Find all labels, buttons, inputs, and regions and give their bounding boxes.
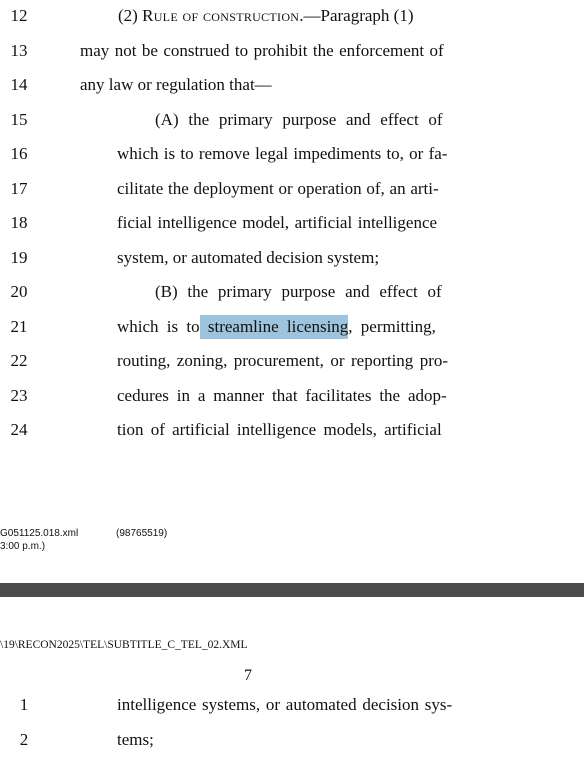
footer-filename: G051125.018.xml — [0, 528, 79, 539]
text-line — [0, 35, 584, 69]
line-number: 20 — [10, 282, 28, 301]
footer-time: 3:00 p.m.) — [0, 541, 46, 552]
text-line — [0, 207, 584, 241]
file-path-header: \19\RECON2025\TEL\SUBTITLE_C_TEL_02.XML — [0, 639, 248, 651]
page-divider — [0, 583, 584, 597]
text-selection-highlight[interactable]: streamline licensing — [200, 315, 349, 339]
line-number: 18 — [10, 213, 28, 232]
line-number: 1 — [19, 695, 29, 714]
text-line — [0, 311, 584, 345]
page-number: 7 — [244, 667, 252, 684]
line-text: tion of artificial intelligence models, artificial — [117, 420, 442, 439]
line-number: 12 — [10, 6, 28, 25]
line-text: (2) Rule of construction.—Paragraph (1) — [118, 6, 414, 25]
line-number: 13 — [10, 40, 28, 60]
line-text: cedures in a manner that facilitates the adop- — [117, 385, 447, 405]
line-number: 19 — [10, 247, 28, 267]
line-text: (A) the primary purpose and effect of — [155, 109, 443, 129]
text-line — [0, 0, 584, 34]
line-text: cilitate the deployment or operation of, an arti- — [117, 178, 439, 198]
text-line — [0, 724, 584, 758]
line-text: which is to remove legal impediments to, or fa- — [117, 144, 448, 163]
section-heading: Rule of construction — [142, 6, 300, 25]
line-text: ficial intelligence model, artificial intelligence — [117, 213, 438, 232]
line-number: 21 — [10, 316, 28, 336]
text-line — [0, 242, 584, 276]
text-line — [0, 69, 584, 103]
line-text: intelligence systems, or automated decision sys- — [117, 695, 453, 714]
text-line — [0, 138, 584, 172]
footer-code: (98765519) — [116, 528, 168, 539]
line-number: 16 — [10, 144, 28, 163]
line-text: (B) the primary purpose and effect of — [155, 282, 442, 301]
text-line — [0, 380, 584, 414]
text-line — [0, 173, 584, 207]
line-text: system, or automated decision system; — [117, 247, 380, 267]
line-number: 22 — [10, 351, 28, 370]
line-number: 17 — [10, 178, 28, 198]
line-number: 24 — [10, 420, 28, 439]
line-number: 15 — [10, 109, 28, 129]
line-number: 2 — [19, 729, 29, 749]
line-text: may not be construed to prohibit the enforcement of — [80, 40, 444, 60]
line-text: routing, zoning, procurement, or reporting pro- — [117, 351, 449, 370]
text-line — [0, 104, 584, 138]
line-text: which is to streamline licensing, permitting, — [117, 317, 436, 337]
text-line — [0, 414, 584, 448]
line-text: tems; — [117, 729, 154, 749]
page-2 — [0, 597, 584, 761]
line-number: 23 — [10, 385, 28, 405]
line-text: any law or regulation that— — [80, 75, 272, 94]
text-line — [0, 345, 584, 379]
line-number: 14 — [10, 75, 28, 94]
text-line — [0, 689, 584, 723]
text-line — [0, 276, 584, 310]
footer-file-info — [0, 527, 78, 553]
